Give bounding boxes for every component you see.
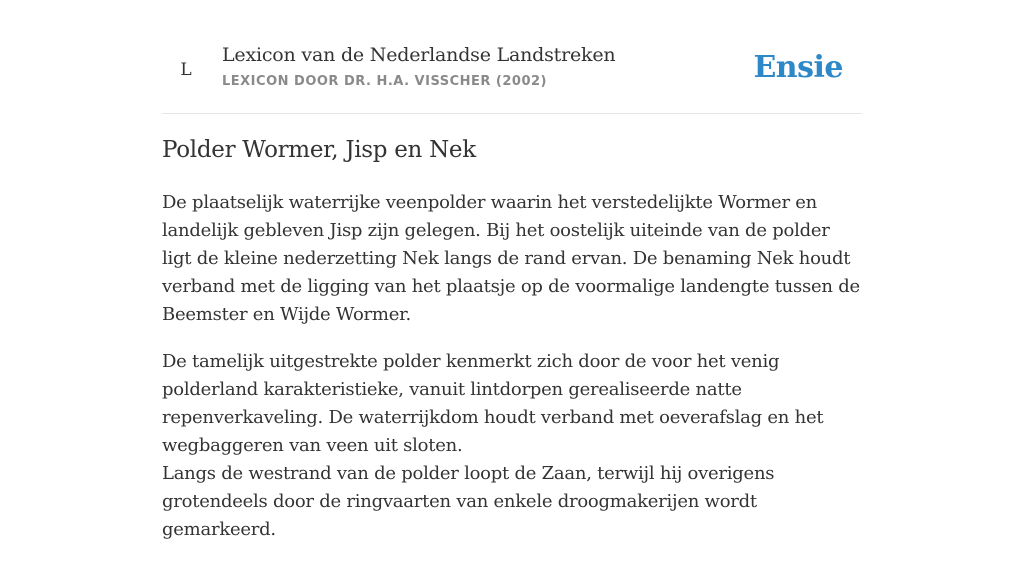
article-paragraph-3: Langs de westrand van de polder loopt de Zaan, terwijl hij overigens grotendeels door de ringvaarten van enkele droogmakerijen wordt gemarkeerd. <box>162 463 775 540</box>
article-paragraph-2: De tamelijk uitgestrekte polder kenmerkt zich door de voor het venig polderland karakteristieke, vanuit lintdorpen gerealiseerde natte repenverkaveling. De waterrijkdom houdt verband met oeverafslag en het wegbaggeren van veen uit sloten. <box>162 351 824 456</box>
source-logo[interactable]: L <box>180 60 192 80</box>
article-paragraph-1: De plaatselijk waterrijke veenpolder waarin het verstedelijkte Wormer en landelijk gebleven Jisp zijn gelegen. Bij het oostelijk uiteinde van de polder ligt de kleine nederzetting Nek langs de rand ervan. De benaming Nek houdt verband met de ligging van het plaatsje op de voormalige landengte tussen de Beemster en Wijde Wormer. <box>162 192 860 325</box>
page-container <box>162 0 862 540</box>
ensie-logo[interactable]: Ensie <box>753 50 843 85</box>
article-body <box>162 189 862 563</box>
article-title: Polder Wormer, Jisp en Nek <box>162 137 476 163</box>
source-subtitle: LEXICON DOOR DR. H.A. VISSCHER (2002) <box>222 74 547 89</box>
source-title[interactable]: Lexicon van de Nederlandse Landstreken <box>222 44 616 66</box>
source-header <box>162 0 862 114</box>
